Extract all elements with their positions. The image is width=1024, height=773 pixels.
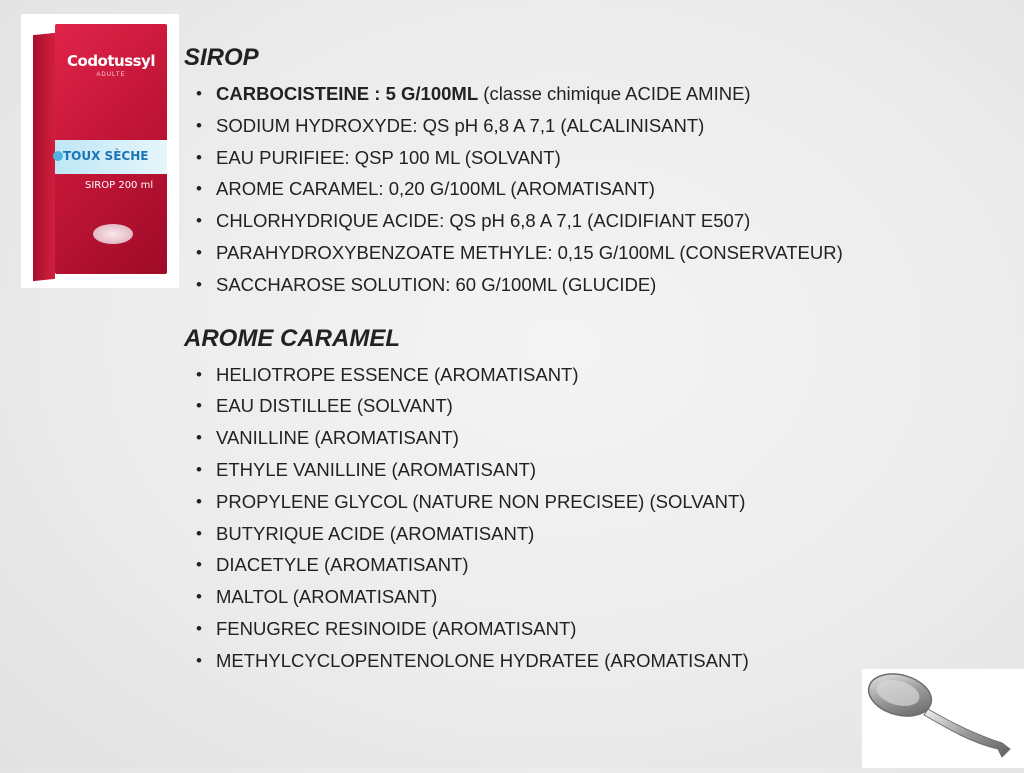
list-item: [216, 359, 944, 391]
box-volume-label: SIROP 200 ml: [85, 180, 154, 191]
item-text: HELIOTROPE ESSENCE (AROMATISANT): [216, 363, 579, 385]
item-text: FENUGREC RESINOIDE (AROMATISANT): [216, 617, 577, 639]
item-text: MALTOL (AROMATISANT): [216, 586, 438, 608]
list-item: [216, 518, 944, 550]
box-brand-label: Codotussyl: [67, 52, 155, 70]
box-side-panel: [33, 33, 55, 281]
item-text: DIACETYLE (AROMATISANT): [216, 554, 469, 576]
box-band-label: TOUX SÈCHE: [63, 149, 149, 163]
item-text: SODIUM HYDROXYDE: QS pH 6,8 A 7,1 (ALCALINISANT): [216, 114, 705, 136]
section-title-arome-caramel: AROME CARAMEL: [184, 324, 400, 352]
item-bold-text: CARBOCISTEINE : 5 G/100ML: [216, 83, 479, 104]
list-item: [216, 237, 944, 269]
list-item: [216, 486, 944, 518]
list-item: [216, 454, 944, 486]
box-subtitle: ADULTE: [96, 72, 126, 78]
box-front-panel: [55, 24, 167, 274]
list-item: [216, 645, 944, 677]
box-band: [55, 140, 167, 174]
measuring-cup-icon: [93, 224, 133, 244]
item-text: PARAHYDROXYBENZOATE METHYLE: 0,15 G/100ML (CONSERVATEUR): [216, 241, 843, 263]
item-text: EAU PURIFIEE: QSP 100 ML (SOLVANT): [216, 146, 561, 168]
ingredient-list-arome: [184, 359, 944, 677]
item-text: BUTYRIQUE ACIDE (AROMATISANT): [216, 522, 535, 544]
list-item: [216, 110, 944, 142]
list-item: [216, 422, 944, 454]
snowflake-icon: [53, 151, 63, 161]
list-item: [216, 613, 944, 645]
item-text: METHYLCYCLOPENTENOLONE HYDRATEE (AROMATISANT): [216, 649, 749, 671]
item-text: VANILLINE (AROMATISANT): [216, 427, 459, 449]
list-item: [216, 173, 944, 205]
spoon-icon: [862, 669, 1024, 768]
list-item: [216, 390, 944, 422]
list-item: [216, 142, 944, 174]
slide-content: [184, 42, 944, 677]
item-text: CHLORHYDRIQUE ACIDE: QS pH 6,8 A 7,1 (ACIDIFIANT E507): [216, 210, 751, 232]
item-text: (classe chimique ACIDE AMINE): [478, 83, 751, 104]
list-item: [216, 581, 944, 613]
spoon-image: [862, 669, 1024, 768]
list-item: [216, 269, 944, 301]
item-text: EAU DISTILLEE (SOLVANT): [216, 395, 453, 417]
ingredient-list-sirop: [184, 78, 944, 301]
list-item: [216, 549, 944, 581]
item-text: SACCHAROSE SOLUTION: 60 G/100ML (GLUCIDE): [216, 273, 657, 295]
item-text: ETHYLE VANILLINE (AROMATISANT): [216, 458, 537, 480]
section-title-sirop: SIROP: [184, 44, 259, 71]
list-item: [216, 78, 944, 110]
item-text: AROME CARAMEL: 0,20 G/100ML (AROMATISANT): [216, 178, 655, 200]
list-item: [216, 205, 944, 237]
product-box-image: [21, 14, 179, 288]
item-text: PROPYLENE GLYCOL (NATURE NON PRECISEE) (SOLVANT): [216, 490, 746, 512]
